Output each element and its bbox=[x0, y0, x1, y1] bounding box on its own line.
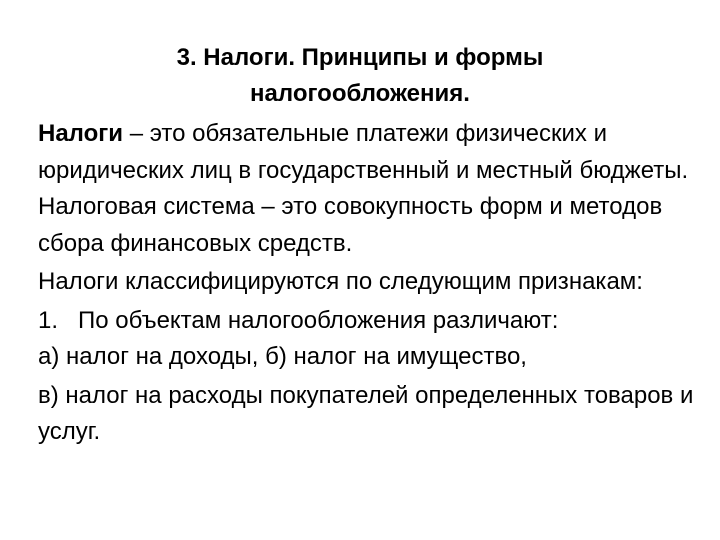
slide-body bbox=[38, 116, 706, 451]
definition-paragraph bbox=[38, 116, 706, 262]
sub-items-a-b: а) налог на доходы, б) налог на имущество, bbox=[38, 343, 527, 370]
sub-item-c: в) налог на расходы покупателей определенных товаров и услуг. bbox=[38, 381, 694, 445]
list-item-text: По объектам налогообложения различают: bbox=[78, 306, 559, 334]
definition-text: – это обязательные платежи физических и юридических лиц в государственный и местный бюджеты. Налоговая система – это совокупность форм и методов сбора финансовых средств. bbox=[38, 120, 689, 257]
list-item bbox=[38, 303, 706, 340]
title-line-2: налогообложения. bbox=[250, 80, 470, 107]
slide-title bbox=[0, 40, 720, 112]
classification-paragraph: Налоги классифицируются по следующим признакам: bbox=[38, 268, 643, 295]
definition-term: Налоги bbox=[38, 120, 124, 147]
list-item-number: 1. bbox=[38, 306, 59, 334]
title-line-1: 3. Налоги. Принципы и формы bbox=[176, 44, 544, 71]
